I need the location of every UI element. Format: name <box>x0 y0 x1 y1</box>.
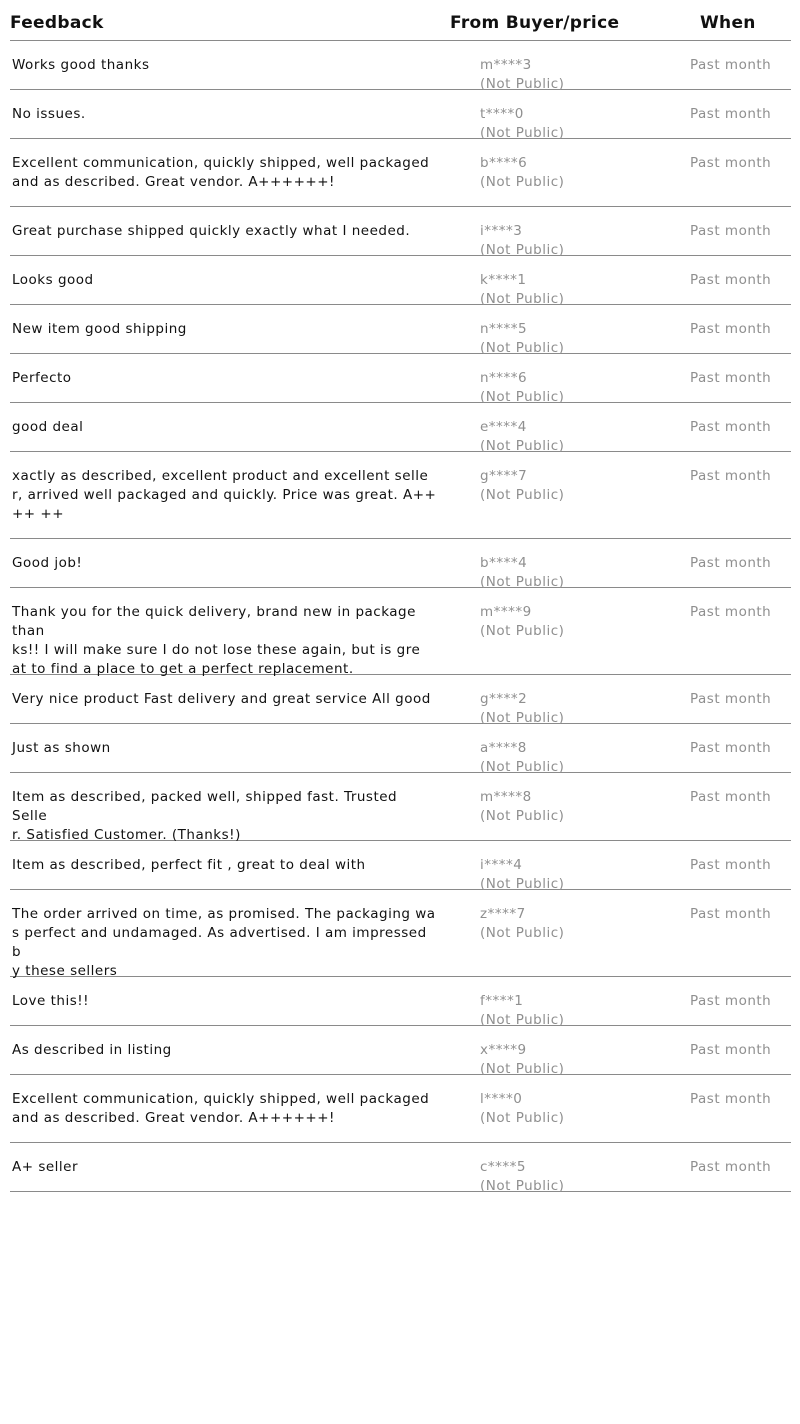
feedback-table <box>10 0 791 1192</box>
buyer-id: n****5 <box>480 321 528 337</box>
buyer-cell <box>480 467 564 505</box>
price-text: (Not Public) <box>480 710 565 726</box>
table-row <box>10 1026 791 1075</box>
when-text: Past month <box>690 1159 772 1175</box>
buyer-id: a****8 <box>480 740 527 756</box>
table-row <box>10 403 791 452</box>
buyer-cell <box>480 603 564 641</box>
table-row <box>10 773 791 841</box>
feedback-text: Love this!! <box>12 993 90 1009</box>
feedback-text: xactly as described, excellent product and excellent selle r, arrived well packaged and quickly. Price was great. A++ ++ ++ <box>12 468 437 522</box>
buyer-cell <box>480 992 564 1030</box>
when-text: Past month <box>690 993 772 1009</box>
when-text: Past month <box>690 555 772 571</box>
column-header-feedback[interactable]: Feedback <box>10 13 104 33</box>
column-header-buyer-price[interactable]: From Buyer/price <box>450 13 620 33</box>
feedback-text: Excellent communication, quickly shipped, well packaged and as described. Great vendor. A++++++! <box>12 155 430 190</box>
price-text: (Not Public) <box>480 389 565 405</box>
price-text: (Not Public) <box>480 291 565 307</box>
when-text: Past month <box>690 155 772 171</box>
buyer-cell <box>480 154 564 192</box>
table-row <box>10 354 791 403</box>
buyer-id: b****6 <box>480 155 528 171</box>
feedback-text: The order arrived on time, as promised. The packaging wa s perfect and undamaged. As advertised. I am impressed b y these sellers <box>12 906 436 979</box>
feedback-text: Works good thanks <box>12 57 150 73</box>
buyer-id: k****1 <box>480 272 527 288</box>
table-row <box>10 675 791 724</box>
table-row <box>10 305 791 354</box>
buyer-id: g****2 <box>480 691 528 707</box>
buyer-cell <box>480 1090 564 1128</box>
buyer-cell <box>480 905 564 943</box>
price-text: (Not Public) <box>480 1178 565 1194</box>
price-text: (Not Public) <box>480 174 565 190</box>
buyer-cell <box>480 739 564 777</box>
when-text: Past month <box>690 604 772 620</box>
buyer-cell <box>480 222 564 260</box>
buyer-id: i****3 <box>480 223 523 239</box>
table-row <box>10 1143 791 1192</box>
buyer-id: m****8 <box>480 789 532 805</box>
feedback-text: Just as shown <box>12 740 111 756</box>
feedback-text: Great purchase shipped quickly exactly what I needed. <box>12 223 411 239</box>
buyer-cell <box>480 554 564 592</box>
buyer-id: m****9 <box>480 604 532 620</box>
table-row <box>10 588 791 675</box>
when-text: Past month <box>690 106 772 122</box>
buyer-id: z****7 <box>480 906 526 922</box>
buyer-cell <box>480 369 564 407</box>
price-text: (Not Public) <box>480 1110 565 1126</box>
when-text: Past month <box>690 57 772 73</box>
price-text: (Not Public) <box>480 808 565 824</box>
feedback-text: Item as described, packed well, shipped fast. Trusted Selle r. Satisfied Customer. (Thanks!) <box>12 789 398 843</box>
buyer-cell <box>480 418 564 456</box>
when-text: Past month <box>690 857 772 873</box>
table-row <box>10 256 791 305</box>
feedback-text: Thank you for the quick delivery, brand new in package than ks!! I will make sure I do not lose these again, but is gre at to find a place to get a perfect replacement. <box>12 604 421 677</box>
price-text: (Not Public) <box>480 623 565 639</box>
buyer-cell <box>480 105 564 143</box>
price-text: (Not Public) <box>480 125 565 141</box>
price-text: (Not Public) <box>480 242 565 258</box>
price-text: (Not Public) <box>480 487 565 503</box>
price-text: (Not Public) <box>480 876 565 892</box>
buyer-id: m****3 <box>480 57 532 73</box>
price-text: (Not Public) <box>480 925 565 941</box>
feedback-text: Very nice product Fast delivery and great service All good <box>12 691 431 707</box>
when-text: Past month <box>690 906 772 922</box>
table-row <box>10 890 791 977</box>
buyer-cell <box>480 271 564 309</box>
buyer-id: c****5 <box>480 1159 527 1175</box>
feedback-text: New item good shipping <box>12 321 187 337</box>
when-text: Past month <box>690 1042 772 1058</box>
when-text: Past month <box>690 1091 772 1107</box>
buyer-id: i****4 <box>480 857 523 873</box>
buyer-id: t****0 <box>480 106 524 122</box>
price-text: (Not Public) <box>480 340 565 356</box>
buyer-cell <box>480 320 564 358</box>
feedback-text: Perfecto <box>12 370 72 386</box>
table-row <box>10 1075 791 1143</box>
when-text: Past month <box>690 419 772 435</box>
when-text: Past month <box>690 272 772 288</box>
when-text: Past month <box>690 740 772 756</box>
buyer-id: n****6 <box>480 370 528 386</box>
table-row <box>10 90 791 139</box>
feedback-text: Item as described, perfect fit , great to deal with <box>12 857 366 873</box>
feedback-text: Good job! <box>12 555 83 571</box>
buyer-id: b****4 <box>480 555 528 571</box>
price-text: (Not Public) <box>480 438 565 454</box>
buyer-cell <box>480 1041 564 1079</box>
feedback-text: A+ seller <box>12 1159 79 1175</box>
when-text: Past month <box>690 691 772 707</box>
buyer-cell <box>480 690 564 728</box>
table-row <box>10 977 791 1026</box>
when-text: Past month <box>690 321 772 337</box>
buyer-id: l****0 <box>480 1091 523 1107</box>
when-text: Past month <box>690 789 772 805</box>
price-text: (Not Public) <box>480 1061 565 1077</box>
price-text: (Not Public) <box>480 76 565 92</box>
buyer-id: x****9 <box>480 1042 527 1058</box>
when-text: Past month <box>690 468 772 484</box>
table-row <box>10 452 791 539</box>
buyer-cell <box>480 788 564 826</box>
table-row <box>10 724 791 773</box>
price-text: (Not Public) <box>480 1012 565 1028</box>
price-text: (Not Public) <box>480 759 565 775</box>
feedback-text: Excellent communication, quickly shipped, well packaged and as described. Great vendor. A++++++! <box>12 1091 430 1126</box>
column-header-when[interactable]: When <box>700 13 756 33</box>
buyer-id: f****1 <box>480 993 524 1009</box>
buyer-cell <box>480 1158 564 1196</box>
buyer-id: g****7 <box>480 468 528 484</box>
feedback-text: Looks good <box>12 272 94 288</box>
table-header <box>10 0 791 41</box>
table-row <box>10 841 791 890</box>
when-text: Past month <box>690 223 772 239</box>
table-row <box>10 207 791 256</box>
buyer-id: e****4 <box>480 419 527 435</box>
table-row <box>10 139 791 207</box>
feedback-text: No issues. <box>12 106 86 122</box>
table-row <box>10 539 791 588</box>
table-row <box>10 41 791 90</box>
when-text: Past month <box>690 370 772 386</box>
price-text: (Not Public) <box>480 574 565 590</box>
feedback-text: As described in listing <box>12 1042 172 1058</box>
buyer-cell <box>480 856 564 894</box>
feedback-text: good deal <box>12 419 84 435</box>
buyer-cell <box>480 56 564 94</box>
